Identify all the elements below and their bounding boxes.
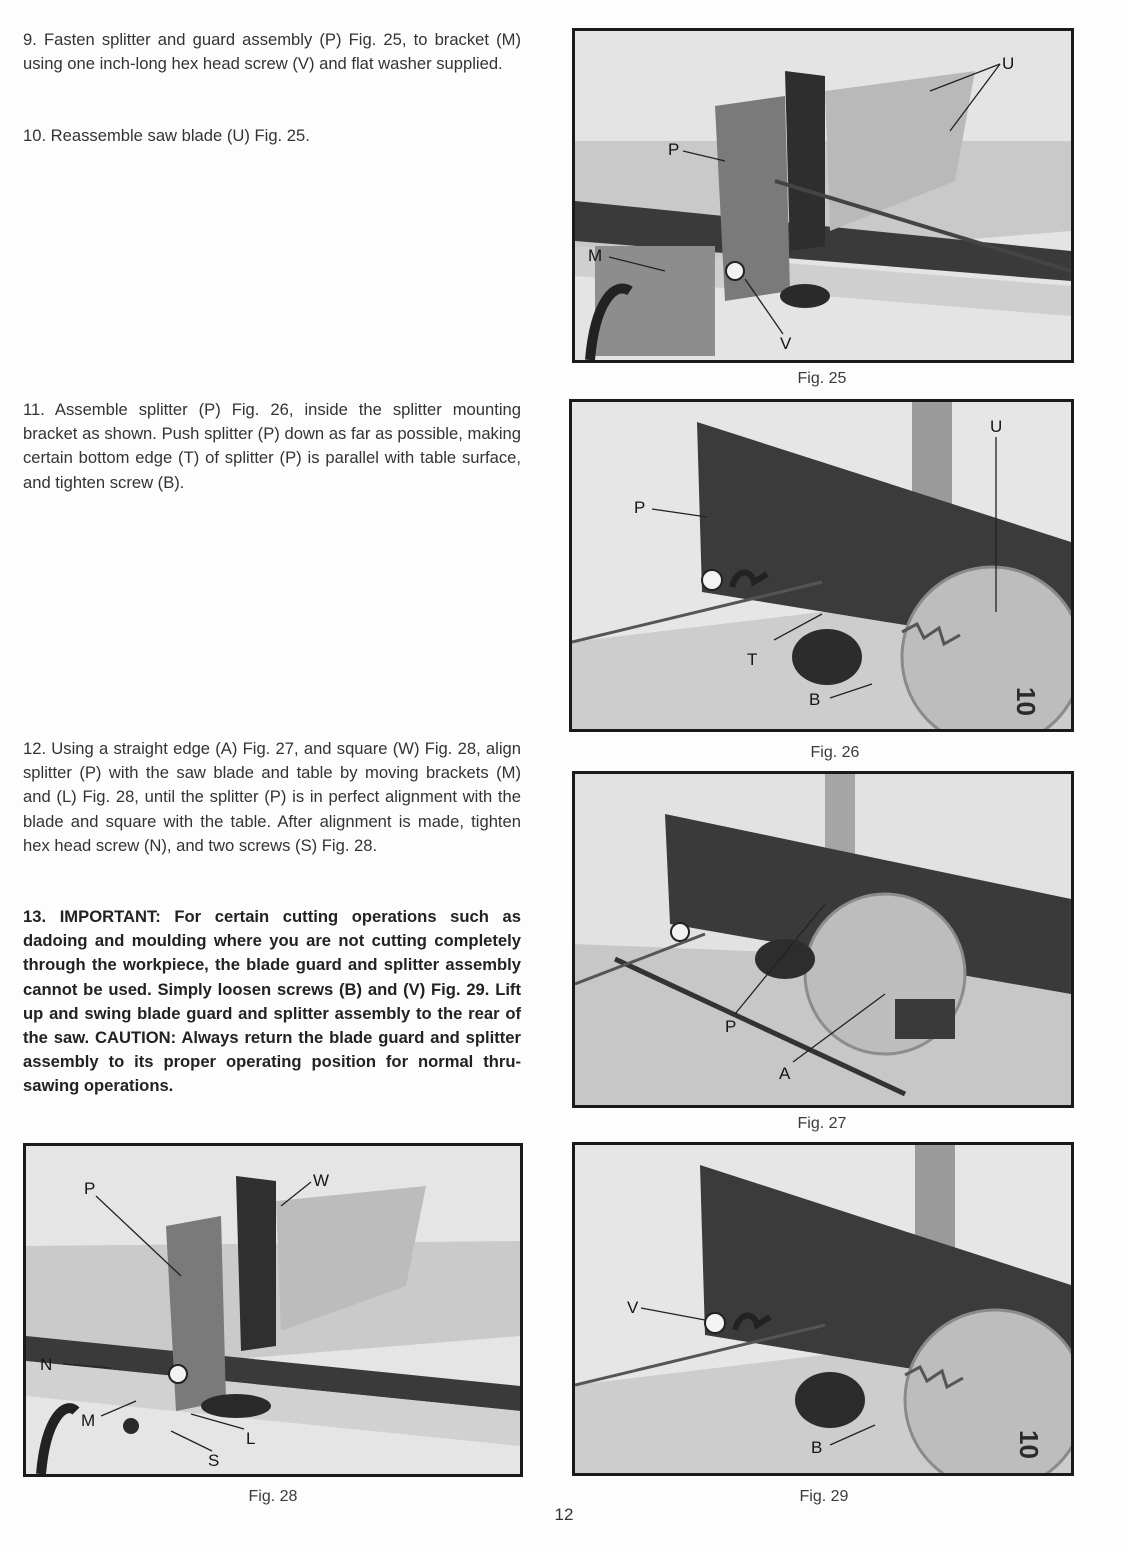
step-13-text: 13. IMPORTANT: For certain cutting operations such as dadoing and moulding where you are not cutting completely through the workpiece, the blade guard and splitter assembly cannot be used. Simply loosen screws (B) and (V) Fig. 29. Lift up and swing blade guard and splitter assembly to the rear of the saw. CAUTION: Always return the blade guard and splitter assembly to its proper operating position for normal thru-sawing operations. <box>23 907 521 1096</box>
fig-25-photo <box>572 28 1074 363</box>
fig-26-illustration <box>572 402 1071 729</box>
fig-28-label-p: P <box>84 1179 96 1198</box>
fig-29-illustration <box>575 1145 1071 1473</box>
fig-29-blade-marking: 10 <box>1014 1430 1044 1459</box>
fig-28-illustration <box>26 1146 520 1474</box>
step-10-text: 10. Reassemble saw blade (U) Fig. 25. <box>23 126 310 145</box>
page-number: 12 <box>554 1505 574 1524</box>
fig-25-label-p: P <box>668 140 680 159</box>
fig-26-caption: Fig. 26 <box>810 744 860 761</box>
step-12-text: 12. Using a straight edge (A) Fig. 27, and square (W) Fig. 28, align splitter (P) with the saw blade and table by moving brackets (M) and (L) Fig. 28, until the splitter (P) is in perfect alignment with the blade and square with the table. After alignment is made, tighten hex head screw (N), and two screws (S) Fig. 28. <box>23 739 521 855</box>
fig-28-label-m: M <box>81 1411 96 1430</box>
fig-28-label-l: L <box>246 1429 256 1448</box>
fig-25-label-u: U <box>1002 54 1015 73</box>
fig-29-label-v: V <box>627 1298 639 1317</box>
fig-27-caption: Fig. 27 <box>797 1115 847 1132</box>
fig-28-label-n: N <box>40 1355 53 1374</box>
fig-25-caption: Fig. 25 <box>797 370 847 387</box>
fig-25-label-m: M <box>588 246 603 265</box>
fig-27-label-a: A <box>779 1064 791 1083</box>
step-9-text: 9. Fasten splitter and guard assembly (P) Fig. 25, to bracket (M) using one inch-long hex head screw (V) and flat washer supplied. <box>23 30 521 74</box>
fig-28-photo <box>23 1143 523 1477</box>
fig-27-photo <box>572 771 1074 1108</box>
fig-26-photo <box>569 399 1074 732</box>
fig-25-label-v: V <box>780 334 792 353</box>
fig-28-caption: Fig. 28 <box>248 1488 298 1505</box>
fig-26-blade-marking: 10 <box>1011 687 1041 716</box>
fig-27-label-p: P <box>725 1017 737 1036</box>
step-11-text: 11. Assemble splitter (P) Fig. 26, inside the splitter mounting bracket as shown. Push splitter (P) down as far as possible, making certain bottom edge (T) of splitter (P) is parallel with table surface, and tighten screw (B). <box>23 400 521 492</box>
fig-28-label-s: S <box>208 1451 220 1470</box>
fig-28-label-w: W <box>313 1171 330 1190</box>
fig-26-label-b: B <box>809 690 821 709</box>
fig-29-photo <box>572 1142 1074 1476</box>
fig-26-label-p: P <box>634 498 646 517</box>
fig-29-label-b: B <box>811 1438 823 1457</box>
fig-26-label-t: T <box>747 650 758 669</box>
fig-27-illustration <box>575 774 1071 1105</box>
fig-29-caption: Fig. 29 <box>799 1488 849 1505</box>
fig-25-illustration <box>575 31 1071 360</box>
fig-26-label-u: U <box>990 417 1003 436</box>
